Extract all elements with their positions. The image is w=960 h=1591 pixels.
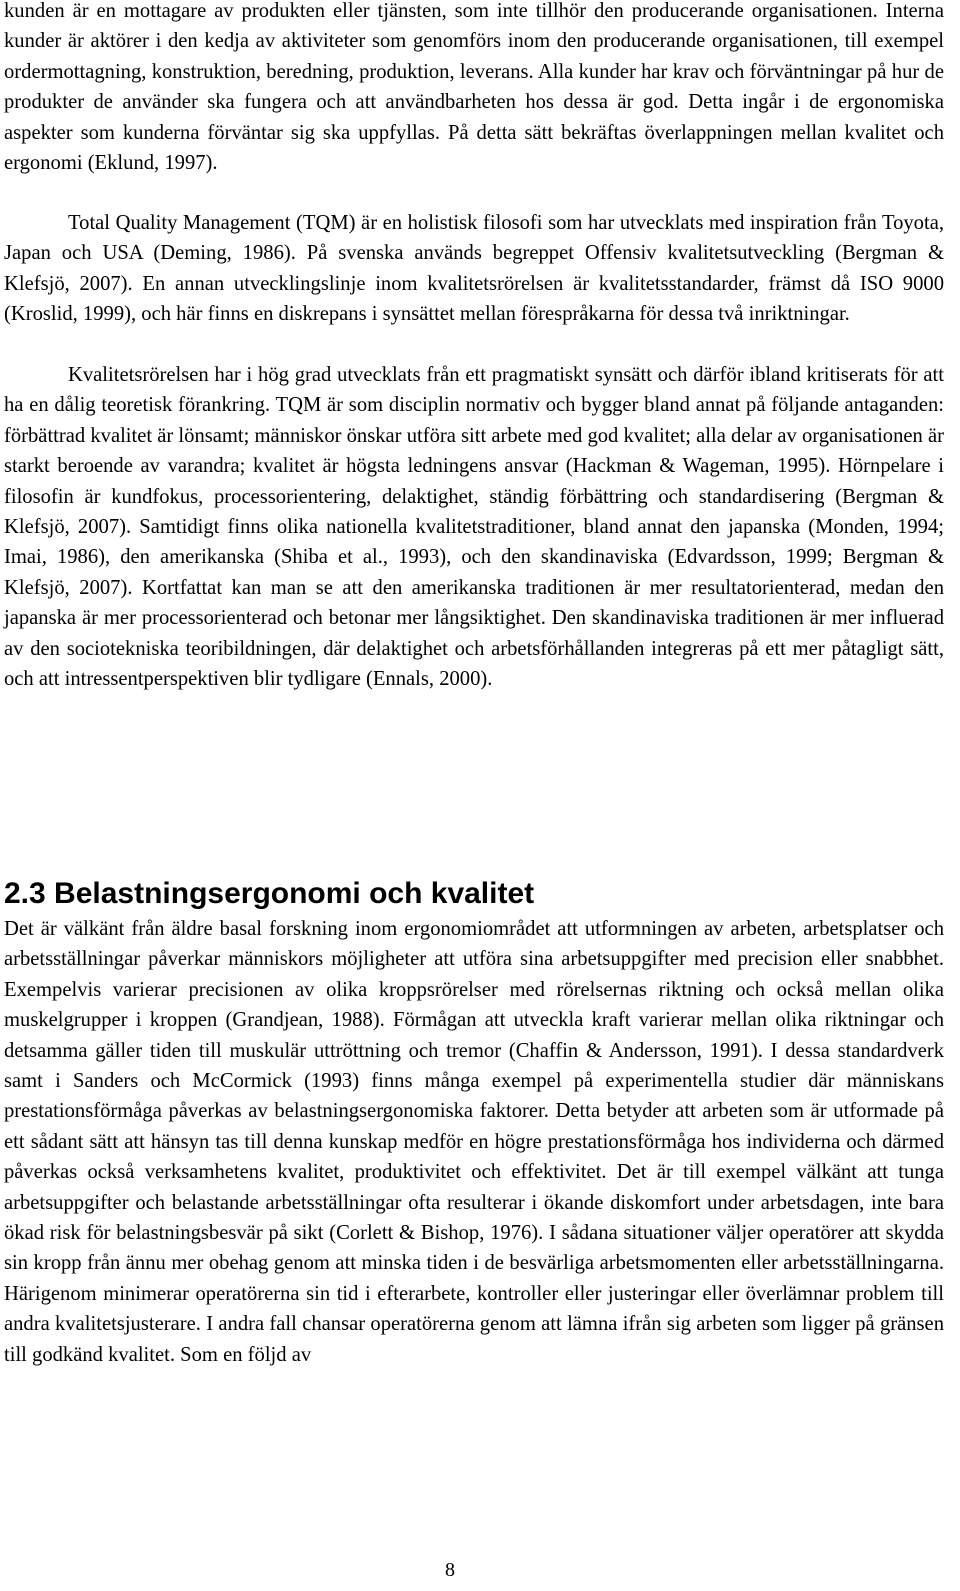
text-block-quality-movement [4, 360, 944, 694]
paragraph-quality-movement: Kvalitetsrörelsen har i hög grad utvecklats från ett pragmatiskt synsätt och därför ibland kritiserats för att ha en dålig teoretisk förankring. TQM är som disciplin normativ och bygger bland annat på följande antaganden: förbättrad kvalitet är lönsamt; människor önskar utföra sitt arbete med god kvalitet; alla delar av organisationen är starkt beroende av varandra; kvalitet är högsta ledningens ansvar (Hackman & Wageman, 1995). Hörnpelare i filosofin är kundfokus, processorientering, delaktighet, ständig förbättring och standardisering (Bergman & Klefsjö, 2007). Samtidigt finns olika nationella kvalitetstraditioner, bland annat den japanska (Monden, 1994; Imai, 1986), den amerikanska (Shiba et al., 1993), och den skandinaviska (Edvardsson, 1999; Bergman & Klefsjö, 2007). Kortfattat kan man se att den amerikanska traditionen är mer resultatorienterad, medan den japanska är mer processorienterad och betonar mer långsiktighet. Den skandinaviska traditionen är mer influerad av den sociotekniska teoribildningen, där delaktighet och arbetsförhållanden integreras på ett mer påtagligt sätt, och att intressentperspektiven blir tydligare (Ennals, 2000). [4, 364, 944, 691]
text-block-tqm [4, 208, 944, 330]
paragraph-customers: kunden är en mottagare av produkten eller tjänsten, som inte tillhör den producerande organisationen. Interna kunder är aktörer i den kedja av aktiviteter som genomförs inom den producerande organisationen, till exempel ordermottagning, konstruktion, beredning, produktion, leverans. Alla kunder har krav och förväntningar på hur de produkter de använder ska fungera och att användbarheten hos dessa är god. Detta ingår i de ergonomiska aspekter som kunderna förväntar sig ska uppfyllas. På detta sätt bekräftas överlappningen mellan kvalitet och ergonomi (Eklund, 1997). [4, 0, 944, 175]
page-number: 8 [445, 1559, 455, 1581]
section-heading: 2.3 Belastningsergonomi och kvalitet [4, 877, 535, 910]
paragraph-tqm: Total Quality Management (TQM) är en holistisk filosofi som har utvecklats med inspiration från Toyota, Japan och USA (Deming, 1986). På svenska används begreppet Offensiv kvalitetsutveckling (Bergman & Klefsjö, 2007). En annan utvecklingslinje inom kvalitetsrörelsen är kvalitetsstandarder, främst då ISO 9000 (Kroslid, 1999), och här finns en diskrepans i synsättet mellan förespråkarna för dessa två inriktningar. [4, 212, 944, 326]
paragraph-ergonomics-quality: Det är välkänt från äldre basal forskning inom ergonomiområdet att utformningen av arbeten, arbetsplatser och arbetsställningar påverkar människors möjligheter att utföra sina arbetsuppgifter med precision eller snabbhet. Exempelvis varierar precisionen av olika kroppsrörelser med rörelsernas riktning och också mellan olika muskelgrupper i kroppen (Grandjean, 1988). Förmågan att utveckla kraft varierar mellan olika riktningar och detsamma gäller tiden till muskulär uttröttning och tremor (Chaffin & Andersson, 1991). I dessa standardverk samt i Sanders och McCormick (1993) finns många exempel på experimentella studier där människans prestationsförmåga påverkas av belastningsergonomiska faktorer. Detta betyder att arbeten som är utformade på ett sådant sätt att hänsyn tas till denna kunskap medför en högre prestationsförmåga hos individerna och därmed påverkas också verksamhetens kvalitet, produktivitet och effektivitet. Det är till exempel välkänt att tunga arbetsuppgifter och belastande arbetsställningar ofta resulterar i ökande diskomfort under arbetsdagen, inte bara ökad risk för belastningsbesvär på sikt (Corlett & Bishop, 1976). I sådana situationer väljer operatörer att skydda sin kropp från ännu mer obehag genom att minska tiden i de besvärliga arbetsmomenten eller arbetsställningarna. Härigenom minimerar operatörerna sin tid i efterarbete, kontroller eller justeringar eller överlämnar problem till andra kvalitetsjusterare. I andra fall chansar operatörerna genom att lämna ifrån sig arbeten som ligger på gränsen till godkänd kvalitet. Som en följd av [4, 918, 944, 1366]
text-block-ergonomics [4, 914, 944, 1370]
